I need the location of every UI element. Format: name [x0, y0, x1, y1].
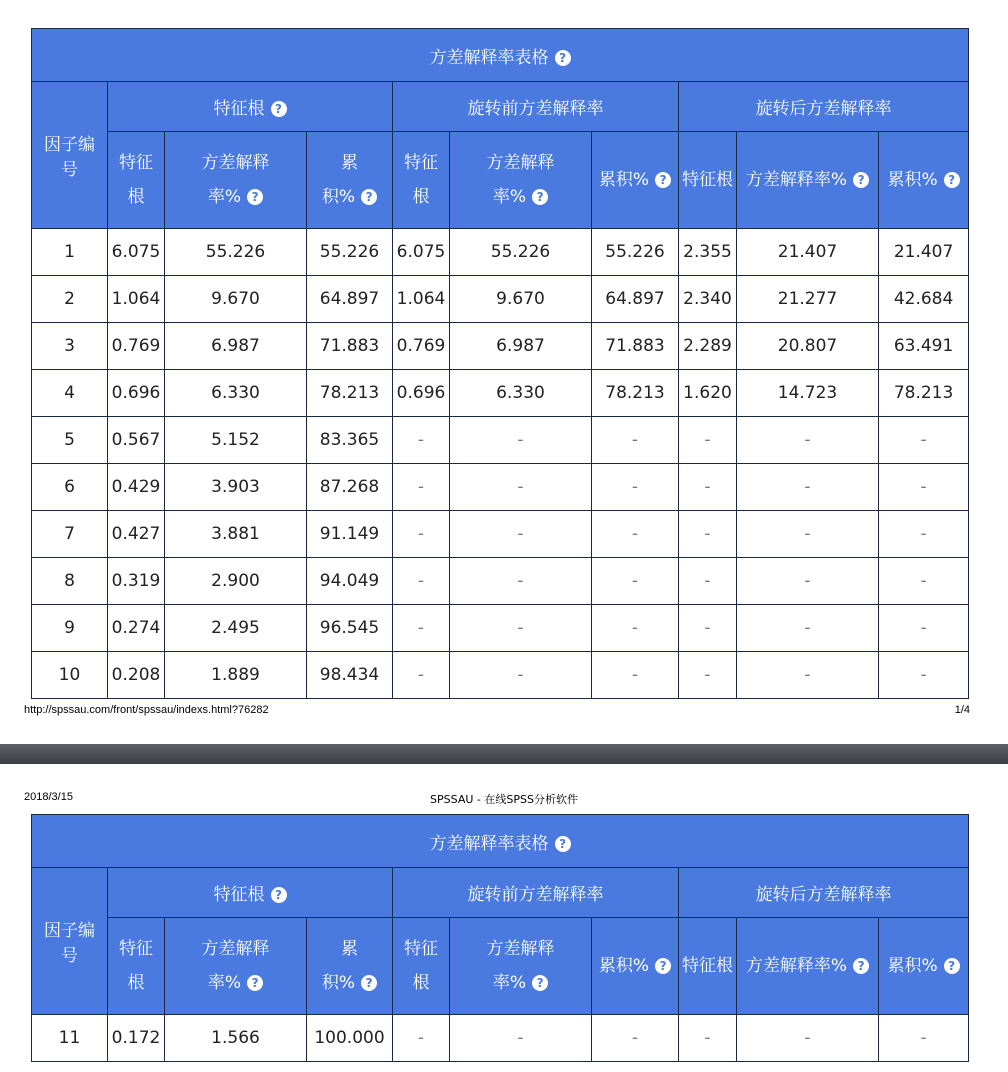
table-cell: 14.723: [737, 370, 879, 417]
help-icon[interactable]: ?: [532, 189, 548, 205]
table-cell: -: [393, 417, 450, 464]
table-cell: 2.289: [679, 323, 737, 370]
table-cell: -: [737, 464, 879, 511]
table-cell: -: [393, 605, 450, 652]
table-cell: 5.152: [165, 417, 307, 464]
print-header-title: SPSSAU - 在线SPSS分析软件: [430, 793, 578, 806]
table-cell: 0.208: [108, 652, 165, 699]
table-row: [32, 370, 969, 417]
table-cell: 78.213: [592, 370, 679, 417]
print-page-2: [0, 764, 1008, 1072]
table-cell: 91.149: [307, 511, 393, 558]
table-cell: 0.696: [108, 370, 165, 417]
table-cell: -: [393, 511, 450, 558]
table-cell: 1.620: [679, 370, 737, 417]
table-cell: 42.684: [879, 276, 969, 323]
sub-after-var-header: 方差解释率% ?: [737, 918, 879, 1015]
table-cell: -: [879, 417, 969, 464]
table-cell: 78.213: [307, 370, 393, 417]
factor-col-header: 因子编 号: [32, 868, 108, 1015]
table-cell: 4: [32, 370, 108, 417]
table-cell: 3: [32, 323, 108, 370]
help-icon[interactable]: ?: [271, 887, 287, 903]
help-icon[interactable]: ?: [555, 50, 571, 66]
table-cell: 64.897: [592, 276, 679, 323]
table-cell: -: [679, 417, 737, 464]
group-before-header: 旋转前方差解释率: [393, 868, 679, 918]
table-cell: 6.987: [165, 323, 307, 370]
page-gap: [0, 744, 1008, 764]
sub-before-var-header: 方差解释 率% ?: [450, 918, 592, 1015]
table-cell: 6.075: [108, 229, 165, 276]
help-icon[interactable]: ?: [655, 958, 671, 974]
help-icon[interactable]: ?: [944, 958, 960, 974]
help-icon[interactable]: ?: [944, 172, 960, 188]
table-cell: 87.268: [307, 464, 393, 511]
table-cell: 2.355: [679, 229, 737, 276]
table-cell: 0.427: [108, 511, 165, 558]
table-cell: -: [737, 511, 879, 558]
table-cell: 6.330: [165, 370, 307, 417]
table-cell: 98.434: [307, 652, 393, 699]
table-cell: -: [679, 605, 737, 652]
table-cell: 6: [32, 464, 108, 511]
table-cell: -: [737, 417, 879, 464]
table-cell: 1.889: [165, 652, 307, 699]
table-cell: 9: [32, 605, 108, 652]
table-cell: -: [679, 558, 737, 605]
table-cell: -: [450, 558, 592, 605]
table-cell: 21.407: [737, 229, 879, 276]
table-cell: 83.365: [307, 417, 393, 464]
table-cell: 2.900: [165, 558, 307, 605]
table-cell: -: [592, 1015, 679, 1062]
table-cell: -: [450, 417, 592, 464]
table-cell: 0.696: [393, 370, 450, 417]
variance-table-page2: [31, 814, 969, 1062]
table-row: [32, 511, 969, 558]
sub-before-cum-header: 累积% ?: [592, 918, 679, 1015]
table-row: [32, 558, 969, 605]
table-cell: -: [592, 464, 679, 511]
table-row: [32, 417, 969, 464]
help-icon[interactable]: ?: [247, 189, 263, 205]
help-icon[interactable]: ?: [271, 101, 287, 117]
table-cell: 0.274: [108, 605, 165, 652]
table-cell: -: [737, 652, 879, 699]
sub-var-pct-header: 方差解释 率% ?: [165, 132, 307, 229]
table-row: [32, 323, 969, 370]
table-cell: 6.330: [450, 370, 592, 417]
table-cell: 0.769: [393, 323, 450, 370]
table-cell: 71.883: [592, 323, 679, 370]
table-cell: 55.226: [165, 229, 307, 276]
sub-before-var-header: 方差解释 率% ?: [450, 132, 592, 229]
table-cell: -: [393, 652, 450, 699]
table-cell: 0.319: [108, 558, 165, 605]
group-before-header: 旋转前方差解释率: [393, 82, 679, 132]
table-cell: 2: [32, 276, 108, 323]
table-cell: 2.340: [679, 276, 737, 323]
table-cell: 7: [32, 511, 108, 558]
table-cell: 0.769: [108, 323, 165, 370]
table-cell: 8: [32, 558, 108, 605]
table-cell: -: [679, 464, 737, 511]
table-cell: 55.226: [450, 229, 592, 276]
footer-url: http://spssau.com/front/spssau/indexs.html?76282: [24, 704, 269, 716]
table-row: [32, 605, 969, 652]
table-cell: -: [592, 605, 679, 652]
help-icon[interactable]: ?: [361, 975, 377, 991]
print-date: 2018/3/15: [24, 791, 73, 803]
table-cell: -: [393, 1015, 450, 1062]
table-cell: 0.172: [108, 1015, 165, 1062]
sub-var-pct-header: 方差解释 率% ?: [165, 918, 307, 1015]
table-cell: 11: [32, 1015, 108, 1062]
table-cell: 94.049: [307, 558, 393, 605]
table-cell: 6.075: [393, 229, 450, 276]
table-row: [32, 652, 969, 699]
table-cell: 78.213: [879, 370, 969, 417]
table-row: [32, 276, 969, 323]
help-icon[interactable]: ?: [555, 836, 571, 852]
table-cell: 9.670: [165, 276, 307, 323]
table-cell: -: [592, 511, 679, 558]
sub-before-eigen-header: 特征 根: [393, 132, 450, 229]
table-cell: 71.883: [307, 323, 393, 370]
table-cell: 6.987: [450, 323, 592, 370]
group-after-header: 旋转后方差解释率: [679, 868, 969, 918]
table-cell: 100.000: [307, 1015, 393, 1062]
sub-after-cum-header: 累积% ?: [879, 918, 969, 1015]
sub-cum-header: 累 积% ?: [307, 132, 393, 229]
table-cell: 2.495: [165, 605, 307, 652]
table-cell: 55.226: [592, 229, 679, 276]
table-cell: -: [737, 1015, 879, 1062]
help-icon[interactable]: ?: [247, 975, 263, 991]
table-cell: -: [450, 511, 592, 558]
sub-after-eigen-header: 特征根: [679, 918, 737, 1015]
sub-before-cum-header: 累积% ?: [592, 132, 679, 229]
help-icon[interactable]: ?: [655, 172, 671, 188]
table-cell: -: [679, 1015, 737, 1062]
help-icon[interactable]: ?: [853, 172, 869, 188]
table-title: 方差解释率表格 ?: [32, 815, 969, 868]
table-cell: 3.881: [165, 511, 307, 558]
help-icon[interactable]: ?: [853, 958, 869, 974]
table-cell: -: [737, 605, 879, 652]
table-cell: -: [592, 558, 679, 605]
table-cell: 5: [32, 417, 108, 464]
group-eigen-header: 特征根 ?: [108, 82, 393, 132]
table-cell: 21.277: [737, 276, 879, 323]
table-cell: 3.903: [165, 464, 307, 511]
sub-cum-header: 累 积% ?: [307, 918, 393, 1015]
table-cell: -: [393, 558, 450, 605]
variance-table-page1: [31, 28, 969, 699]
sub-after-cum-header: 累积% ?: [879, 132, 969, 229]
group-eigen-header: 特征根 ?: [108, 868, 393, 918]
factor-col-header: 因子编 号: [32, 82, 108, 229]
table-cell: -: [737, 558, 879, 605]
footer-page-number: 1/4: [954, 704, 970, 716]
table-row: [32, 229, 969, 276]
table-cell: 0.429: [108, 464, 165, 511]
table-cell: -: [450, 652, 592, 699]
table-cell: -: [592, 652, 679, 699]
table-cell: -: [879, 1015, 969, 1062]
table-cell: 64.897: [307, 276, 393, 323]
table-cell: -: [679, 511, 737, 558]
table-cell: 0.567: [108, 417, 165, 464]
table-cell: 55.226: [307, 229, 393, 276]
table-cell: 20.807: [737, 323, 879, 370]
table-cell: -: [679, 652, 737, 699]
table-cell: -: [393, 464, 450, 511]
sub-after-var-header: 方差解释率% ?: [737, 132, 879, 229]
sub-eigen-header: 特征 根: [108, 918, 165, 1015]
table-cell: 63.491: [879, 323, 969, 370]
table-cell: 1.566: [165, 1015, 307, 1062]
help-icon[interactable]: ?: [532, 975, 548, 991]
table-cell: -: [450, 1015, 592, 1062]
table-cell: 1: [32, 229, 108, 276]
table-row: [32, 464, 969, 511]
table-cell: -: [879, 558, 969, 605]
table-cell: -: [879, 652, 969, 699]
table-cell: -: [879, 511, 969, 558]
table-cell: 21.407: [879, 229, 969, 276]
table-cell: 1.064: [393, 276, 450, 323]
table-row: [32, 1015, 969, 1062]
sub-after-eigen-header: 特征根: [679, 132, 737, 229]
group-after-header: 旋转后方差解释率: [679, 82, 969, 132]
sub-before-eigen-header: 特征 根: [393, 918, 450, 1015]
help-icon[interactable]: ?: [361, 189, 377, 205]
table-cell: -: [450, 464, 592, 511]
table-cell: -: [879, 464, 969, 511]
table-cell: -: [879, 605, 969, 652]
sub-eigen-header: 特征 根: [108, 132, 165, 229]
table-title: 方差解释率表格 ?: [32, 29, 969, 82]
table-cell: -: [592, 417, 679, 464]
table-cell: 1.064: [108, 276, 165, 323]
table-cell: 96.545: [307, 605, 393, 652]
table-cell: -: [450, 605, 592, 652]
table-cell: 9.670: [450, 276, 592, 323]
table-cell: 10: [32, 652, 108, 699]
